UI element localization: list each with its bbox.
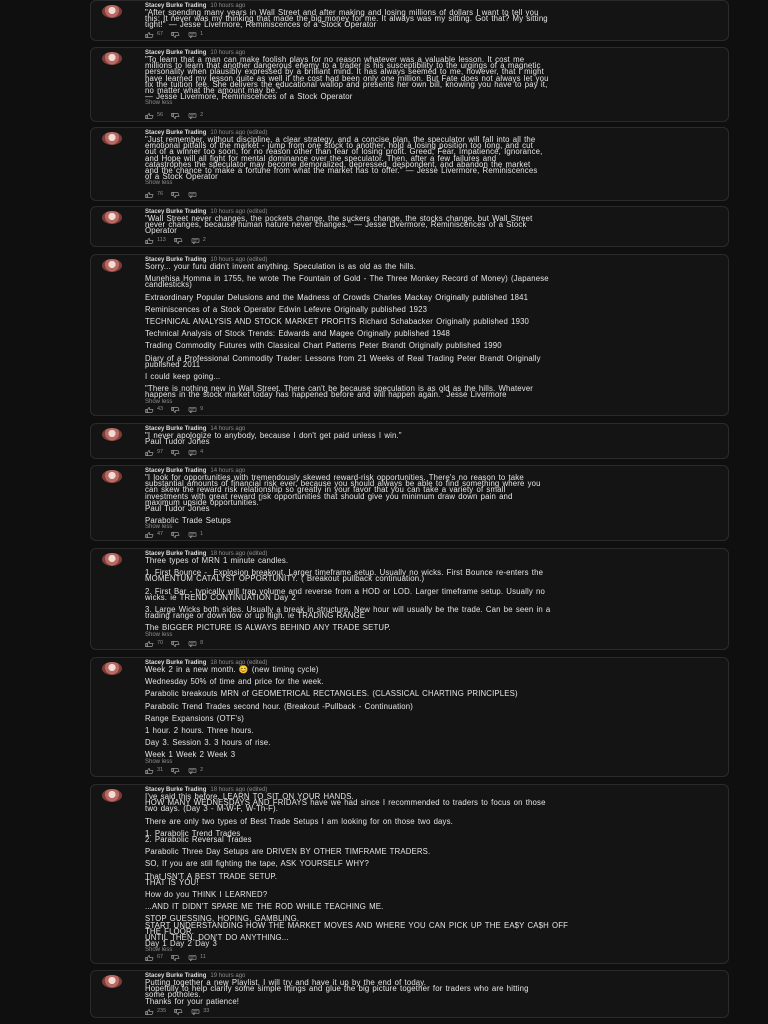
avatar[interactable] <box>102 259 122 272</box>
post-text: Putting together a new Playlist, I will try and have it up by the end of today. Hopefully to help clarify some simple things and glue the big picture together for traders who are hitting some potholes. Thanks for your patience! <box>145 978 529 1006</box>
post-text: Parabolic breakouts MRN of GEOMETRICAL RECTANGLES. (CLASSICAL CHARTING PRINCIPLES) <box>145 689 518 699</box>
post-text: Sorry... your furu didn't invent anything. Speculation is as old as the hills. <box>145 262 416 271</box>
like-count: 97 <box>157 449 164 455</box>
avatar[interactable] <box>102 553 122 566</box>
post-time[interactable]: 10 hours ago (edited) <box>210 257 268 263</box>
show-less-button[interactable]: Show less <box>145 100 173 107</box>
avatar[interactable] <box>102 211 122 224</box>
community-post <box>90 465 729 541</box>
post-content <box>145 50 718 121</box>
post-time[interactable]: 10 hours ago (edited) <box>210 209 268 215</box>
post-text: Reminiscences of a Stock Operator Edwin Lefevre Originally published 1923 <box>145 304 428 314</box>
post-text: Diary of a Professional Commodity Trader: Lessons from 21 Weeks of Real Trading Peter Brandt Originally published 2011 <box>145 353 541 369</box>
comment-icon[interactable] <box>188 32 197 38</box>
post-text: Week 1 Week 2 Week 3 <box>145 750 236 760</box>
thumb-down-icon[interactable] <box>171 641 180 647</box>
post-text: 1. Parabolic Trend Trades 2. Parabolic Reversal Trades <box>145 828 252 845</box>
comment-icon[interactable] <box>191 238 200 244</box>
post-time[interactable]: 18 hours ago (edited) <box>210 551 268 557</box>
post-text: "I never apologize to anybody, because I don't get paid unless I win." Paul Tudor Jones <box>145 431 402 447</box>
thumb-down-icon[interactable] <box>171 450 180 456</box>
show-less-button[interactable]: Show less <box>145 758 173 765</box>
post-text: "I look for opportunities with tremendously skewed reward-risk opportunities. There's no reason to take substantial amounts of financial risk ever, because you should always be able to find something where you can skew the reward risk relationship so greatly in your favor that you can take a variety of small investments with great reward risk opportunities that should give you minimum draw down pain and maximum upside opportunities." Paul Tudor Jones <box>145 473 541 514</box>
post-time[interactable]: 10 hours ago <box>210 3 246 9</box>
community-post <box>90 47 729 122</box>
comment-icon[interactable] <box>188 450 197 456</box>
community-post <box>90 206 729 247</box>
show-less-button[interactable]: Show less <box>145 524 173 531</box>
post-actions <box>145 1008 217 1015</box>
comment-icon[interactable] <box>188 641 197 647</box>
reply-count: 2 <box>202 237 206 243</box>
thumb-down-icon[interactable] <box>171 32 180 38</box>
avatar[interactable] <box>102 428 122 441</box>
post-text: Day 3. Session 3. 3 hours of rise. <box>145 738 271 748</box>
like-count: 67 <box>157 31 164 37</box>
thumb-up-icon[interactable] <box>145 450 154 456</box>
author-name[interactable]: Stacey Burke Trading <box>145 257 207 263</box>
post-text: "Just remember, without discipline, a clear strategy, and a concise plan, the speculator will fall into all the emotional pitfalls of the market - jump from one stock to another, hold a losing position too long, and cut out of a winner too soon, for no reason other than fear of losing profit. Greed, Fear, Impatience, Ignorance, and Hope will all fight for mental dominance over the speculator. Then, after a few failures and catastrophes the speculator may become demoralized, depressed, despondent, and abandon the market and the chance to make a fortune from what the market has to offer." — Jesse Livermore, Reminiscences of a Stock Operator <box>145 135 543 182</box>
post-content <box>145 660 718 776</box>
thumb-down-icon[interactable] <box>174 238 183 244</box>
post-text: Parabolic Trade Setups <box>145 516 231 526</box>
avatar[interactable] <box>102 662 122 675</box>
post-text: 3. Large Wicks both sides. Usually a break in structure. New hour will usually be the trade. Can be seen in a trading range or down low or up high. ie TRADING RANGE <box>145 605 551 621</box>
community-post <box>90 127 729 201</box>
community-post <box>90 423 729 459</box>
comment-icon[interactable] <box>188 113 197 119</box>
post-text: "After spending many years in Wall Street and after making and losing millions of dollars I want to tell you this: It never was my thinking that made the big money for me. It always was my sitting. Got that? My sitting tight!" — Jesse Livermore, Reminiscences of a Stock Operator <box>145 8 548 30</box>
post-text: The BIGGER PICTURE IS ALWAYS BEHIND ANY TRADE SETUP. <box>145 623 391 633</box>
post-actions <box>145 406 211 413</box>
thumb-down-icon[interactable] <box>171 955 180 961</box>
post-actions <box>145 31 211 38</box>
show-less-button[interactable]: Show less <box>145 180 173 187</box>
post-text: Wednesday 50% of time and price for the week. <box>145 677 324 687</box>
comment-icon[interactable] <box>188 407 197 413</box>
reply-count: 1 <box>200 31 204 37</box>
thumb-up-icon[interactable] <box>145 32 154 38</box>
thumb-up-icon[interactable] <box>145 955 154 961</box>
post-actions <box>145 191 208 198</box>
post-text: Parabolic Three Day Setups are DRIVEN BY OTHER TIMFRAME TRADERS. <box>145 847 431 857</box>
thumb-up-icon[interactable] <box>145 532 154 538</box>
like-count: 47 <box>157 531 164 537</box>
avatar[interactable] <box>102 52 122 65</box>
post-text: "To learn that a man can make foolish plays for no reason whatever was a valuable lesson. It cost me millions to learn that another dangerous enemy to a trader is his susceptibility to the urgings of a magnetic personality when plausibly expressed by a brilliant mind. It has always seemed to me, however, that I might have learned my lesson quite as well if the cost had been only one million. But Fate does not always let you fix the tuition fee. She delivers the educational wallop and presents her own bill, knowing you have to pay it, no matter what the amount may be." — Jesse Livermore, Reminiscences of a Stock Operator <box>145 55 549 102</box>
author-name[interactable]: Stacey Burke Trading <box>145 787 207 793</box>
post-time[interactable]: 14 hours ago <box>210 468 246 474</box>
thumb-up-icon[interactable] <box>145 641 154 647</box>
thumb-up-icon[interactable] <box>145 1009 154 1015</box>
post-content <box>145 130 718 200</box>
thumb-down-icon[interactable] <box>171 532 180 538</box>
like-count: 43 <box>157 406 164 412</box>
thumb-down-icon[interactable] <box>171 407 180 413</box>
comment-icon[interactable] <box>191 1009 200 1015</box>
comment-icon[interactable] <box>188 768 197 774</box>
show-less-button[interactable]: Show less <box>145 947 173 954</box>
post-actions <box>145 954 214 961</box>
author-name[interactable]: Stacey Burke Trading <box>145 3 207 9</box>
post-text: "Wall Street never changes, the pockets change, the suckers change, the stocks change, but Wall Street never changes, because human nature never changes." — Jesse Livermore, Reminiscences of a Stock Operator <box>145 214 533 236</box>
author-name[interactable]: Stacey Burke Trading <box>145 209 207 215</box>
community-post <box>90 784 729 964</box>
avatar[interactable] <box>102 132 122 145</box>
post-text: 1 hour. 2 hours. Three hours. <box>145 726 254 736</box>
thumb-up-icon[interactable] <box>145 407 154 413</box>
post-text: 2. First Bar - typically will trap volume and reverse from a HOD or LOD. Larger timeframe setup. Usually no wicks. ie TREND CONTINUATION Day 2 <box>145 586 545 602</box>
comment-icon[interactable] <box>188 192 197 198</box>
community-post <box>90 548 729 650</box>
like-count: 56 <box>157 112 164 118</box>
post-text: How do you THINK I LEARNED? <box>145 890 268 900</box>
post-time[interactable]: 10 hours ago <box>210 50 246 56</box>
post-actions <box>145 640 211 647</box>
community-post <box>90 970 729 1018</box>
thumb-down-icon[interactable] <box>171 768 180 774</box>
post-text: Technical Analysis of Stock Trends: Edwards and Magee Originally published 1948 <box>145 329 451 339</box>
post-text: ...AND IT DIDN'T SPARE ME THE ROD WHILE TEACHING ME. <box>145 902 384 912</box>
reply-count: 4 <box>200 449 204 455</box>
post-content <box>145 257 718 415</box>
post-time[interactable]: 10 hours ago (edited) <box>210 130 268 136</box>
post-content <box>145 426 718 458</box>
author-name[interactable]: Stacey Burke Trading <box>145 551 207 557</box>
post-time[interactable]: 14 hours ago <box>210 426 246 432</box>
like-count: 113 <box>157 237 166 243</box>
avatar[interactable] <box>102 5 122 18</box>
thumb-down-icon[interactable] <box>171 113 180 119</box>
post-text: Range Expansions (OTF's) <box>145 713 244 723</box>
post-content <box>145 551 718 649</box>
post-text: Week 2 in a new month. 😊 (new timing cycle) <box>145 665 319 674</box>
post-text: I've said this before. LEARN TO SIT ON YOUR HANDS. HOW MANY WEDNESDAYS AND FRIDAYS have we had since I recommended to traders to focus on those two days. (Day 3 - M-W-F, W-Th-F). <box>145 792 546 814</box>
post-content <box>145 973 718 1017</box>
avatar[interactable] <box>102 975 122 988</box>
post-actions <box>145 112 211 119</box>
author-name[interactable]: Stacey Burke Trading <box>145 50 207 56</box>
thumb-up-icon[interactable] <box>145 113 154 119</box>
post-text: I could keep going... <box>145 372 221 382</box>
reply-count: 1 <box>200 531 204 537</box>
like-count: 67 <box>157 954 164 960</box>
author-name[interactable]: Stacey Burke Trading <box>145 973 207 979</box>
post-text: "There is nothing new in Wall Street. There can't be because speculation is as old as the hills. Whatever happens in the stock market today has happened before and will happen again." Jesse Livermore <box>145 384 534 400</box>
post-time[interactable]: 18 hours ago (edited) <box>210 660 268 666</box>
reply-count: 33 <box>203 1008 210 1014</box>
comment-icon[interactable] <box>188 532 197 538</box>
post-content <box>145 468 718 540</box>
reply-count: 8 <box>200 640 204 646</box>
post-text: TECHNICAL ANALYSIS AND STOCK MARKET PROFITS Richard Schabacker Originally published 1930 <box>145 317 530 327</box>
post-text: Munehisa Homma in 1755, he wrote The Fountain of Gold - The Three Monkey Record of Money) (Japanese candlesticks) <box>145 274 549 290</box>
reply-count: 2 <box>200 112 204 118</box>
post-actions <box>145 767 211 774</box>
thumb-up-icon[interactable] <box>145 768 154 774</box>
post-content <box>145 787 718 963</box>
post-content <box>145 3 718 40</box>
comment-icon[interactable] <box>188 955 197 961</box>
thumb-down-icon[interactable] <box>171 192 180 198</box>
show-less-button[interactable]: Show less <box>145 631 173 638</box>
like-count: 76 <box>157 191 164 197</box>
post-content <box>145 209 718 246</box>
avatar[interactable] <box>102 470 122 483</box>
thumb-down-icon[interactable] <box>174 1009 183 1015</box>
like-count: 235 <box>157 1008 167 1014</box>
show-less-button[interactable]: Show less <box>145 398 173 405</box>
thumb-up-icon[interactable] <box>145 238 154 244</box>
author-name[interactable]: Stacey Burke Trading <box>145 660 207 666</box>
post-text: 1. First Bounce - Explosion breakout. Larger timeframe setup. Usually no wicks. First Bounce re-enters the MOMENTUM CATALYST OPPORTUNITY. ( Breakout pullback continuation.) <box>145 568 544 584</box>
author-name[interactable]: Stacey Burke Trading <box>145 468 207 474</box>
post-text: Three types of MRN 1 minute candles. <box>145 556 289 565</box>
author-name[interactable]: Stacey Burke Trading <box>145 426 207 432</box>
like-count: 31 <box>157 767 164 773</box>
post-time[interactable]: 19 hours ago <box>210 973 246 979</box>
author-name[interactable]: Stacey Burke Trading <box>145 130 207 136</box>
post-text: There are only two types of Best Trade Setups I am looking for on those two days. <box>145 816 453 826</box>
reply-count: 11 <box>200 954 206 960</box>
reply-count: 2 <box>200 767 204 773</box>
post-text: That ISN'T A BEST TRADE SETUP. THAT IS YOU! <box>145 871 278 887</box>
post-actions <box>145 449 211 456</box>
post-text: SO, If you are still fighting the tape, ASK YOURSELF WHY? <box>145 859 369 869</box>
community-post <box>90 254 729 416</box>
post-text: Extraordinary Popular Delusions and the Madness of Crowds Charles Mackay Originally published 1841 <box>145 292 529 302</box>
post-actions <box>145 237 214 244</box>
post-text: Parabolic Trend Trades second hour. (Breakout -Pullback - Continuation) <box>145 701 413 711</box>
community-post <box>90 0 729 41</box>
thumb-up-icon[interactable] <box>145 192 154 198</box>
like-count: 70 <box>157 640 164 646</box>
post-time[interactable]: 18 hours ago (edited) <box>210 787 268 793</box>
post-text: Trading Commodity Futures with Classical Chart Patterns Peter Brandt Originally published 1990 <box>145 341 502 351</box>
reply-count: 9 <box>200 406 204 412</box>
post-actions <box>145 531 211 538</box>
avatar[interactable] <box>102 789 122 802</box>
post-text: STOP GUESSING, HOPING, GAMBLING. START UNDERSTANDING HOW THE MARKET MOVES AND WHERE YOU CAN PICK UP THE EA$Y CA$H OFF THE FLOOR. UNTIL THEN, DON'T DO ANYTHING... Day 1 Day 2 Day 3 <box>145 914 569 949</box>
community-post <box>90 657 729 777</box>
